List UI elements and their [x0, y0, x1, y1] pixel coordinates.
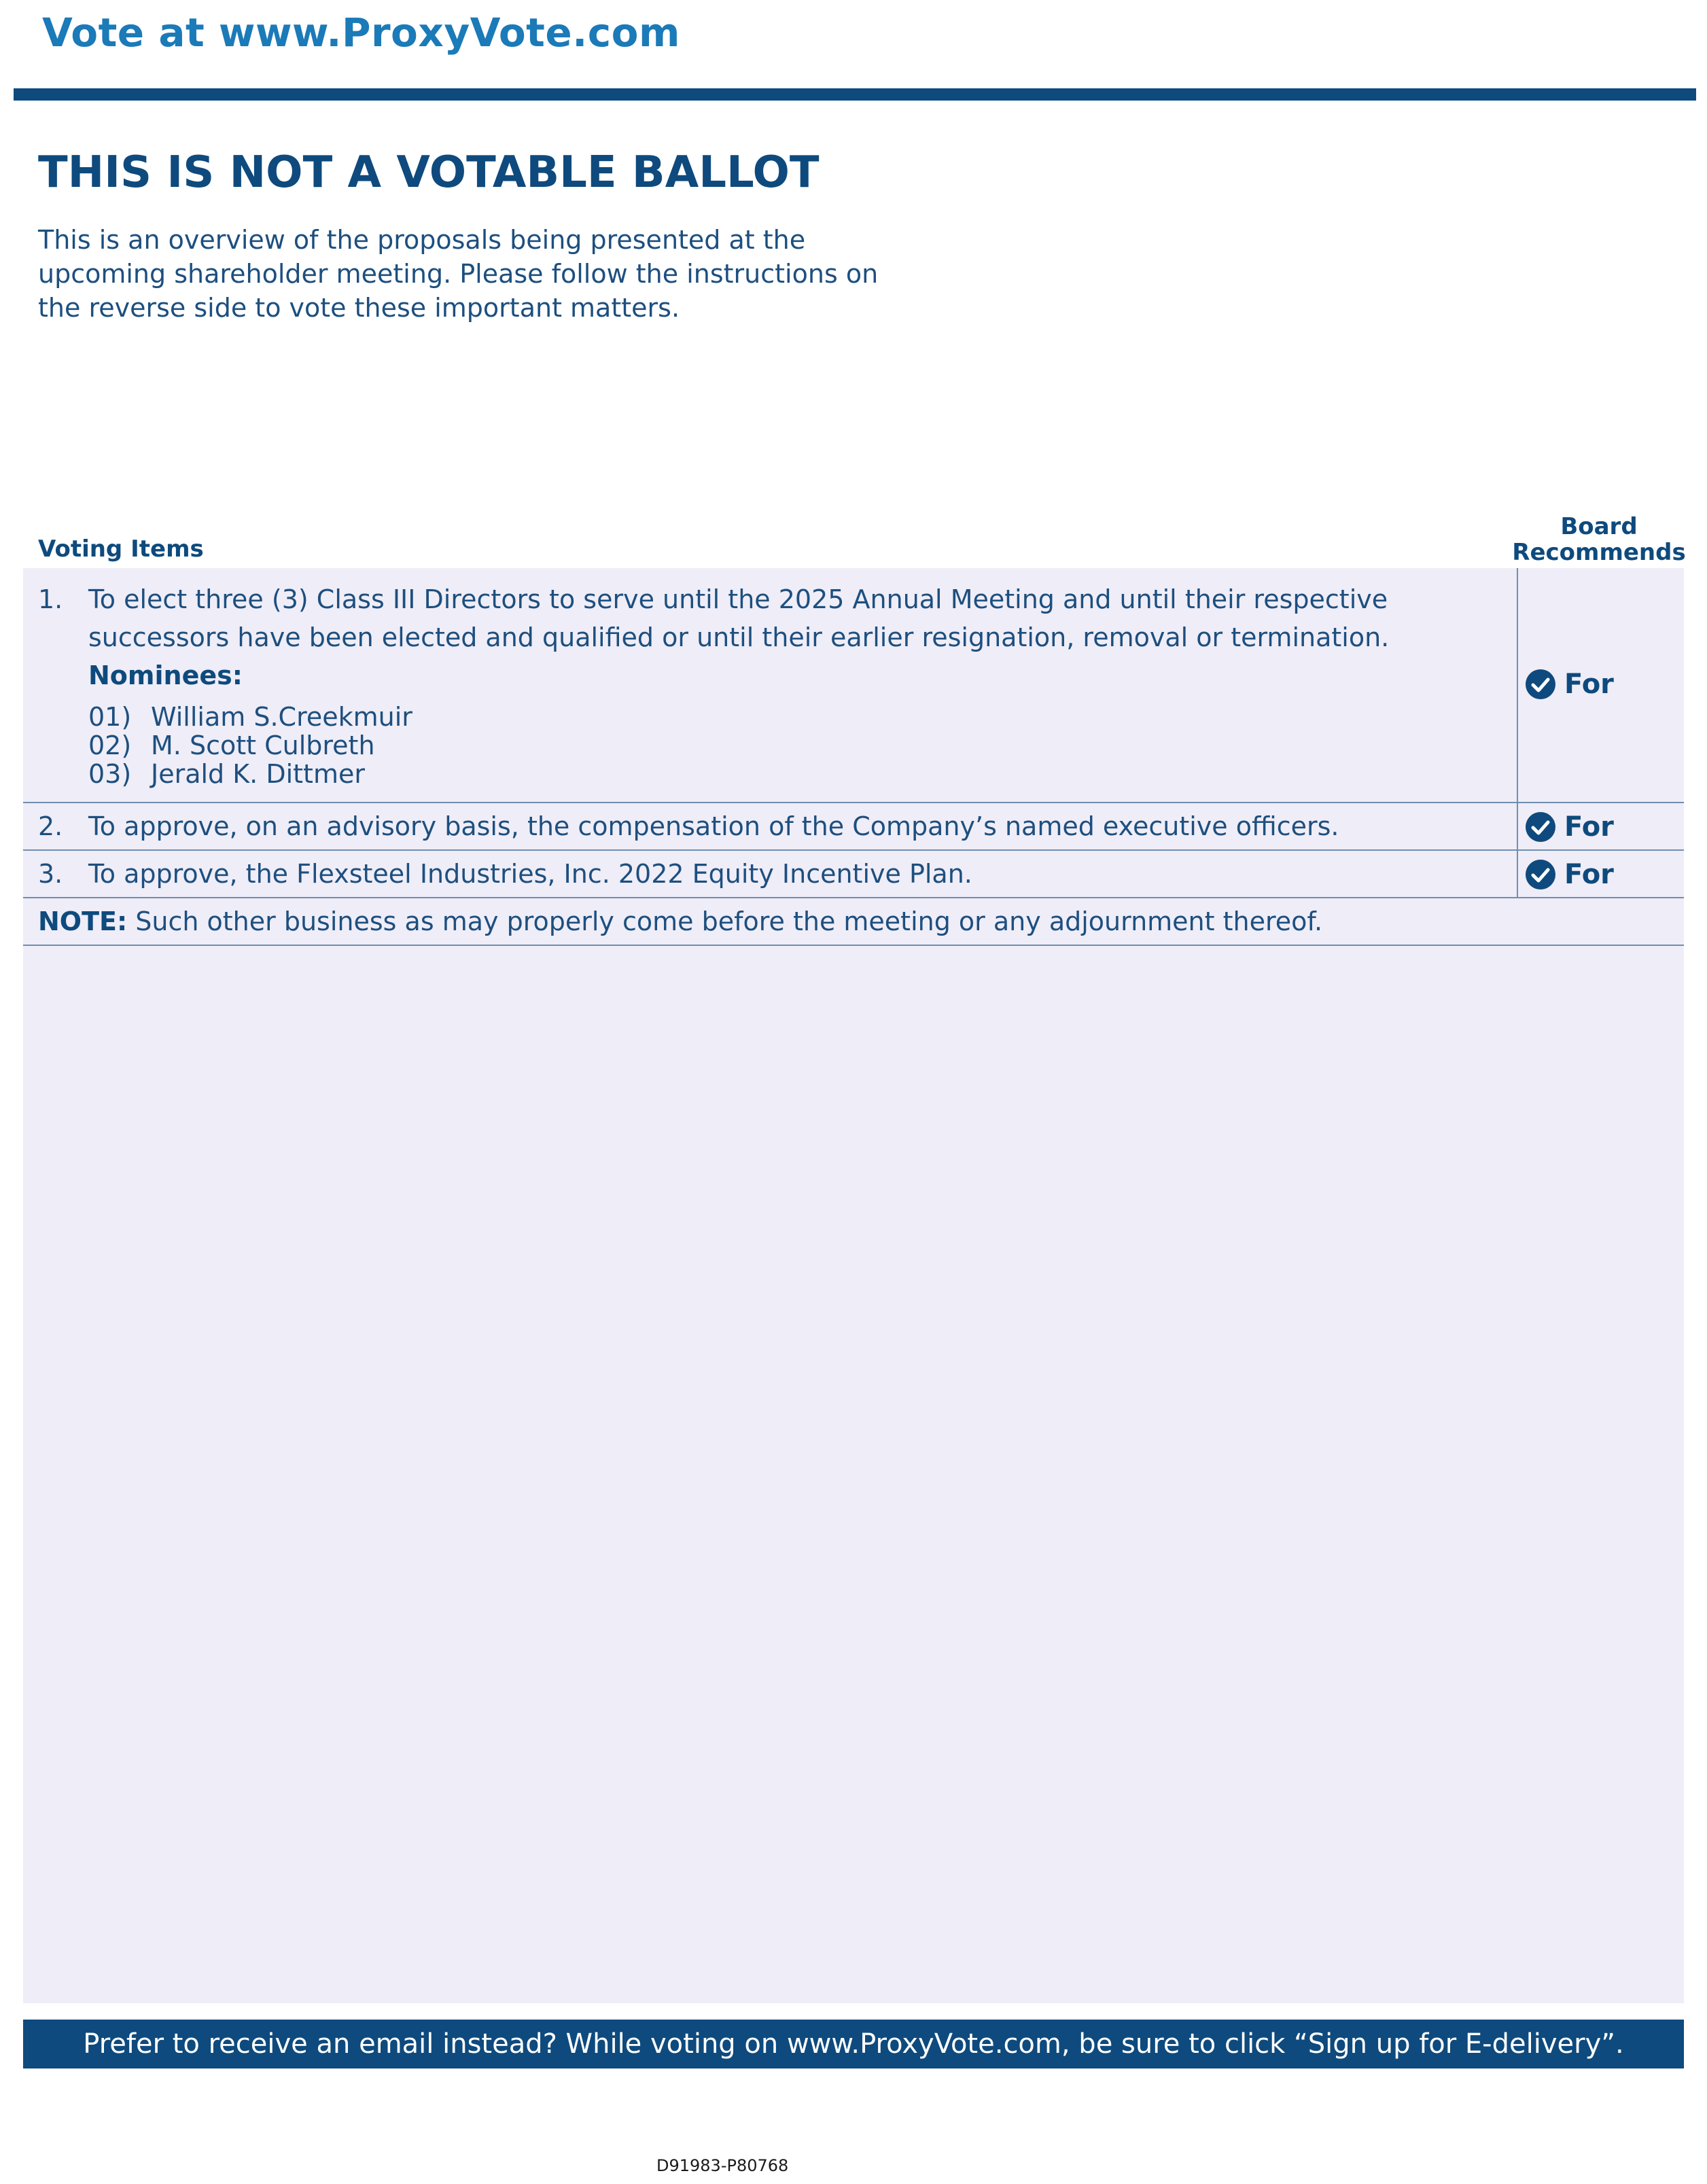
board-recommendation — [1525, 811, 1614, 843]
column-divider — [1517, 568, 1518, 803]
board-recommendation — [1525, 669, 1614, 700]
recommendation-label: For — [1564, 859, 1614, 890]
column-divider — [1517, 851, 1518, 898]
header-divider — [14, 88, 1696, 101]
voting-items-table — [23, 568, 1684, 2003]
item-number: 3. — [38, 859, 63, 889]
board-header-line1: Board — [1560, 513, 1638, 540]
item-number: 1. — [38, 584, 63, 614]
nominee-number: 02) — [88, 730, 132, 760]
nominee-name: Jerald K. Dittmer — [151, 759, 365, 789]
nominee-number: 03) — [88, 759, 132, 789]
board-recommends-header — [1509, 514, 1689, 565]
note-text — [38, 902, 1322, 940]
nominee-name: William S.Creekmuir — [151, 702, 412, 732]
item-description: To elect three (3) Class III Directors to serve until the 2025 Annual Meeting and until their respective successors have been elected and qualified or until their earlier resignation, removal or termination. — [88, 584, 1390, 652]
item-description: To approve, on an advisory basis, the compensation of the Company’s named executive officers. — [88, 811, 1339, 841]
note-row — [23, 898, 1684, 946]
document-code: D91983-P80768 — [656, 2156, 789, 2175]
checkmark-circle-icon — [1525, 811, 1556, 843]
nominee-item — [88, 703, 412, 731]
e-delivery-banner: Prefer to receive an email instead? While voting on www.ProxyVote.com, be sure to click “Sign up for E-delivery”. — [23, 2020, 1684, 2068]
recommendation-label: For — [1564, 669, 1614, 700]
checkmark-circle-icon — [1525, 669, 1556, 700]
voting-items-header: Voting Items — [38, 535, 204, 563]
board-recommendation — [1525, 859, 1614, 890]
recommendation-label: For — [1564, 811, 1614, 843]
item-description: To approve, the Flexsteel Industries, Inc. 2022 Equity Incentive Plan. — [88, 859, 972, 889]
item-number: 2. — [38, 811, 63, 841]
voting-item-row — [23, 851, 1684, 898]
proxyvote-link[interactable]: Vote at www.ProxyVote.com — [42, 10, 680, 56]
checkmark-circle-icon — [1525, 859, 1556, 890]
intro-paragraph: This is an overview of the proposals being presented at the upcoming shareholder meeting. Please follow the instructions on the reverse side to vote these important matters. — [38, 225, 879, 323]
nominee-item — [88, 760, 365, 788]
column-divider — [1517, 803, 1518, 851]
board-header-line2: Recommends — [1512, 539, 1686, 566]
page-title: THIS IS NOT A VOTABLE BALLOT — [38, 147, 820, 198]
nominees-label: Nominees: — [88, 661, 243, 690]
nominee-number: 01) — [88, 702, 132, 732]
note-label: NOTE: — [38, 906, 128, 936]
note-body: Such other business as may properly come before the meeting or any adjournment thereof. — [127, 906, 1323, 936]
voting-item-row — [23, 803, 1684, 851]
nominee-item — [88, 731, 375, 760]
nominee-name: M. Scott Culbreth — [151, 730, 375, 760]
voting-item-row — [23, 568, 1684, 803]
